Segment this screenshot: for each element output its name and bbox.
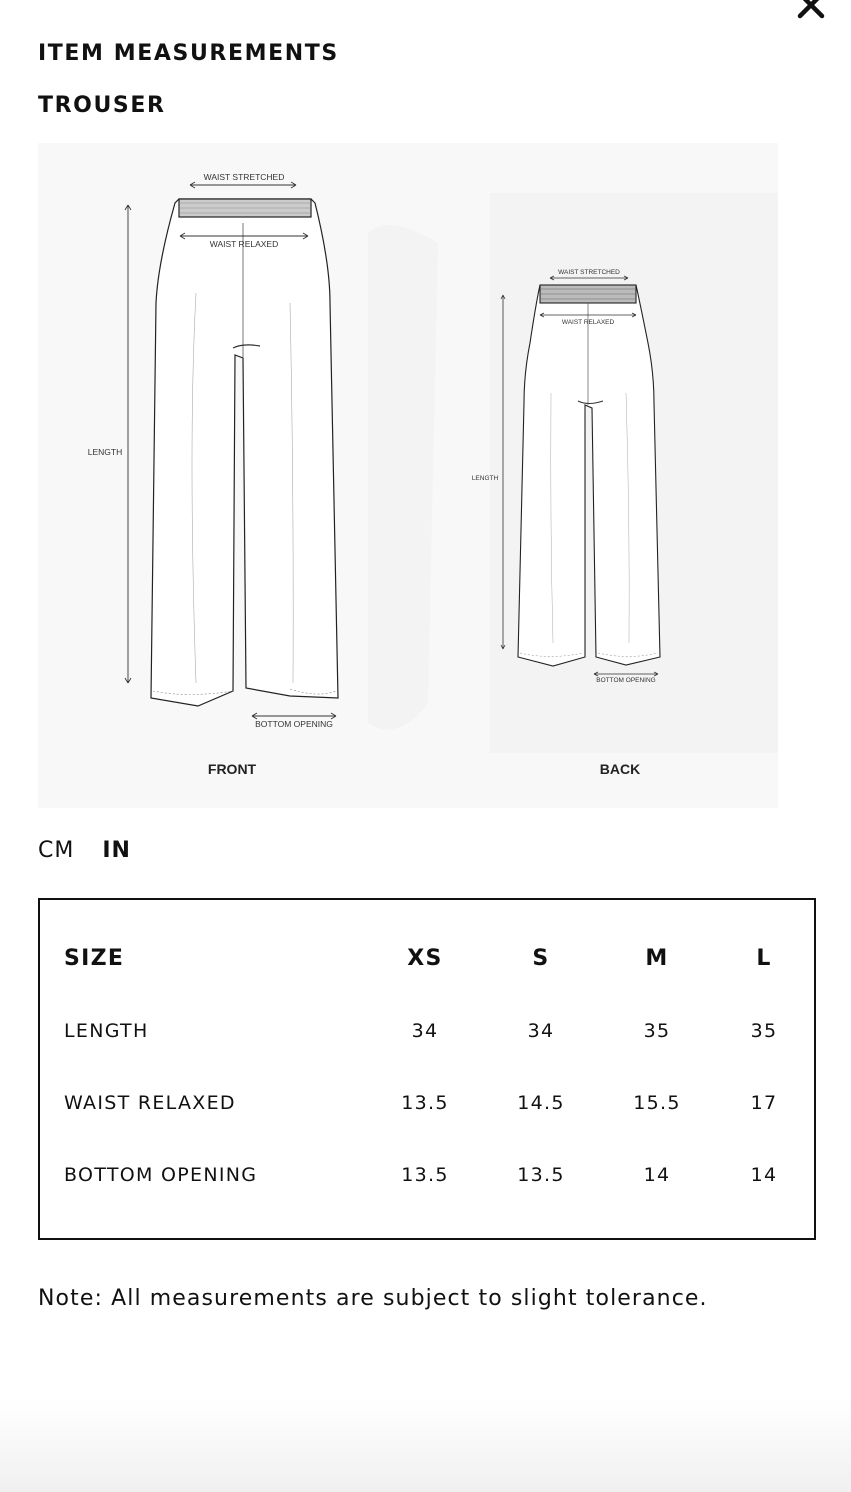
measurement-diagram bbox=[38, 143, 778, 808]
table-cell: 14.5 bbox=[517, 1092, 565, 1114]
size-chart-table bbox=[38, 898, 816, 1240]
front-waist-stretched-label: WAIST STRETCHED bbox=[203, 172, 285, 182]
table-cell: 13.5 bbox=[401, 1164, 449, 1186]
table-cell: 34 bbox=[411, 1020, 439, 1042]
table-header-l: L bbox=[756, 946, 772, 971]
table-cell: 35 bbox=[750, 1020, 778, 1042]
front-caption: FRONT bbox=[207, 761, 257, 777]
table-header-size: SIZE bbox=[64, 946, 125, 971]
close-button[interactable] bbox=[792, 0, 830, 26]
table-cell: 17 bbox=[750, 1092, 778, 1114]
table-cell: 13.5 bbox=[401, 1092, 449, 1114]
row-label-waist-relaxed: WAIST RELAXED bbox=[64, 1092, 236, 1114]
table-cell: 14 bbox=[750, 1164, 778, 1186]
table-row bbox=[64, 1138, 794, 1210]
row-label-length: LENGTH bbox=[64, 1020, 149, 1042]
tolerance-note: Note: All measurements are subject to slight tolerance. bbox=[38, 1286, 708, 1311]
table-cell: 34 bbox=[527, 1020, 555, 1042]
back-bottom-opening-label: BOTTOM OPENING bbox=[596, 677, 656, 684]
table-header-row bbox=[64, 922, 794, 994]
unit-in-option[interactable]: IN bbox=[102, 838, 131, 863]
table-cell: 15.5 bbox=[633, 1092, 681, 1114]
close-icon bbox=[792, 0, 830, 26]
table-cell: 13.5 bbox=[517, 1164, 565, 1186]
row-label-bottom-opening: BOTTOM OPENING bbox=[64, 1164, 258, 1186]
table-row bbox=[64, 1066, 794, 1138]
dialog-title: ITEM MEASUREMENTS bbox=[38, 41, 339, 66]
back-caption: BACK bbox=[599, 761, 641, 777]
table-cell: 14 bbox=[643, 1164, 671, 1186]
back-waist-relaxed-label: WAIST RELAXED bbox=[561, 319, 615, 326]
front-waist-relaxed-label: WAIST RELAXED bbox=[209, 239, 279, 249]
bottom-fade bbox=[0, 1400, 851, 1492]
back-waist-stretched-label: WAIST STRETCHED bbox=[558, 269, 620, 276]
product-name: TROUSER bbox=[38, 93, 166, 118]
unit-cm-option[interactable]: CM bbox=[38, 838, 75, 863]
table-row bbox=[64, 994, 794, 1066]
front-length-label: LENGTH bbox=[87, 447, 123, 457]
back-length-label: LENGTH bbox=[471, 475, 499, 482]
table-header-s: S bbox=[532, 946, 550, 971]
unit-toggle bbox=[38, 838, 131, 863]
table-header-xs: XS bbox=[407, 946, 443, 971]
table-cell: 35 bbox=[643, 1020, 671, 1042]
table-header-m: M bbox=[645, 946, 669, 971]
front-bottom-opening-label: BOTTOM OPENING bbox=[255, 719, 333, 729]
